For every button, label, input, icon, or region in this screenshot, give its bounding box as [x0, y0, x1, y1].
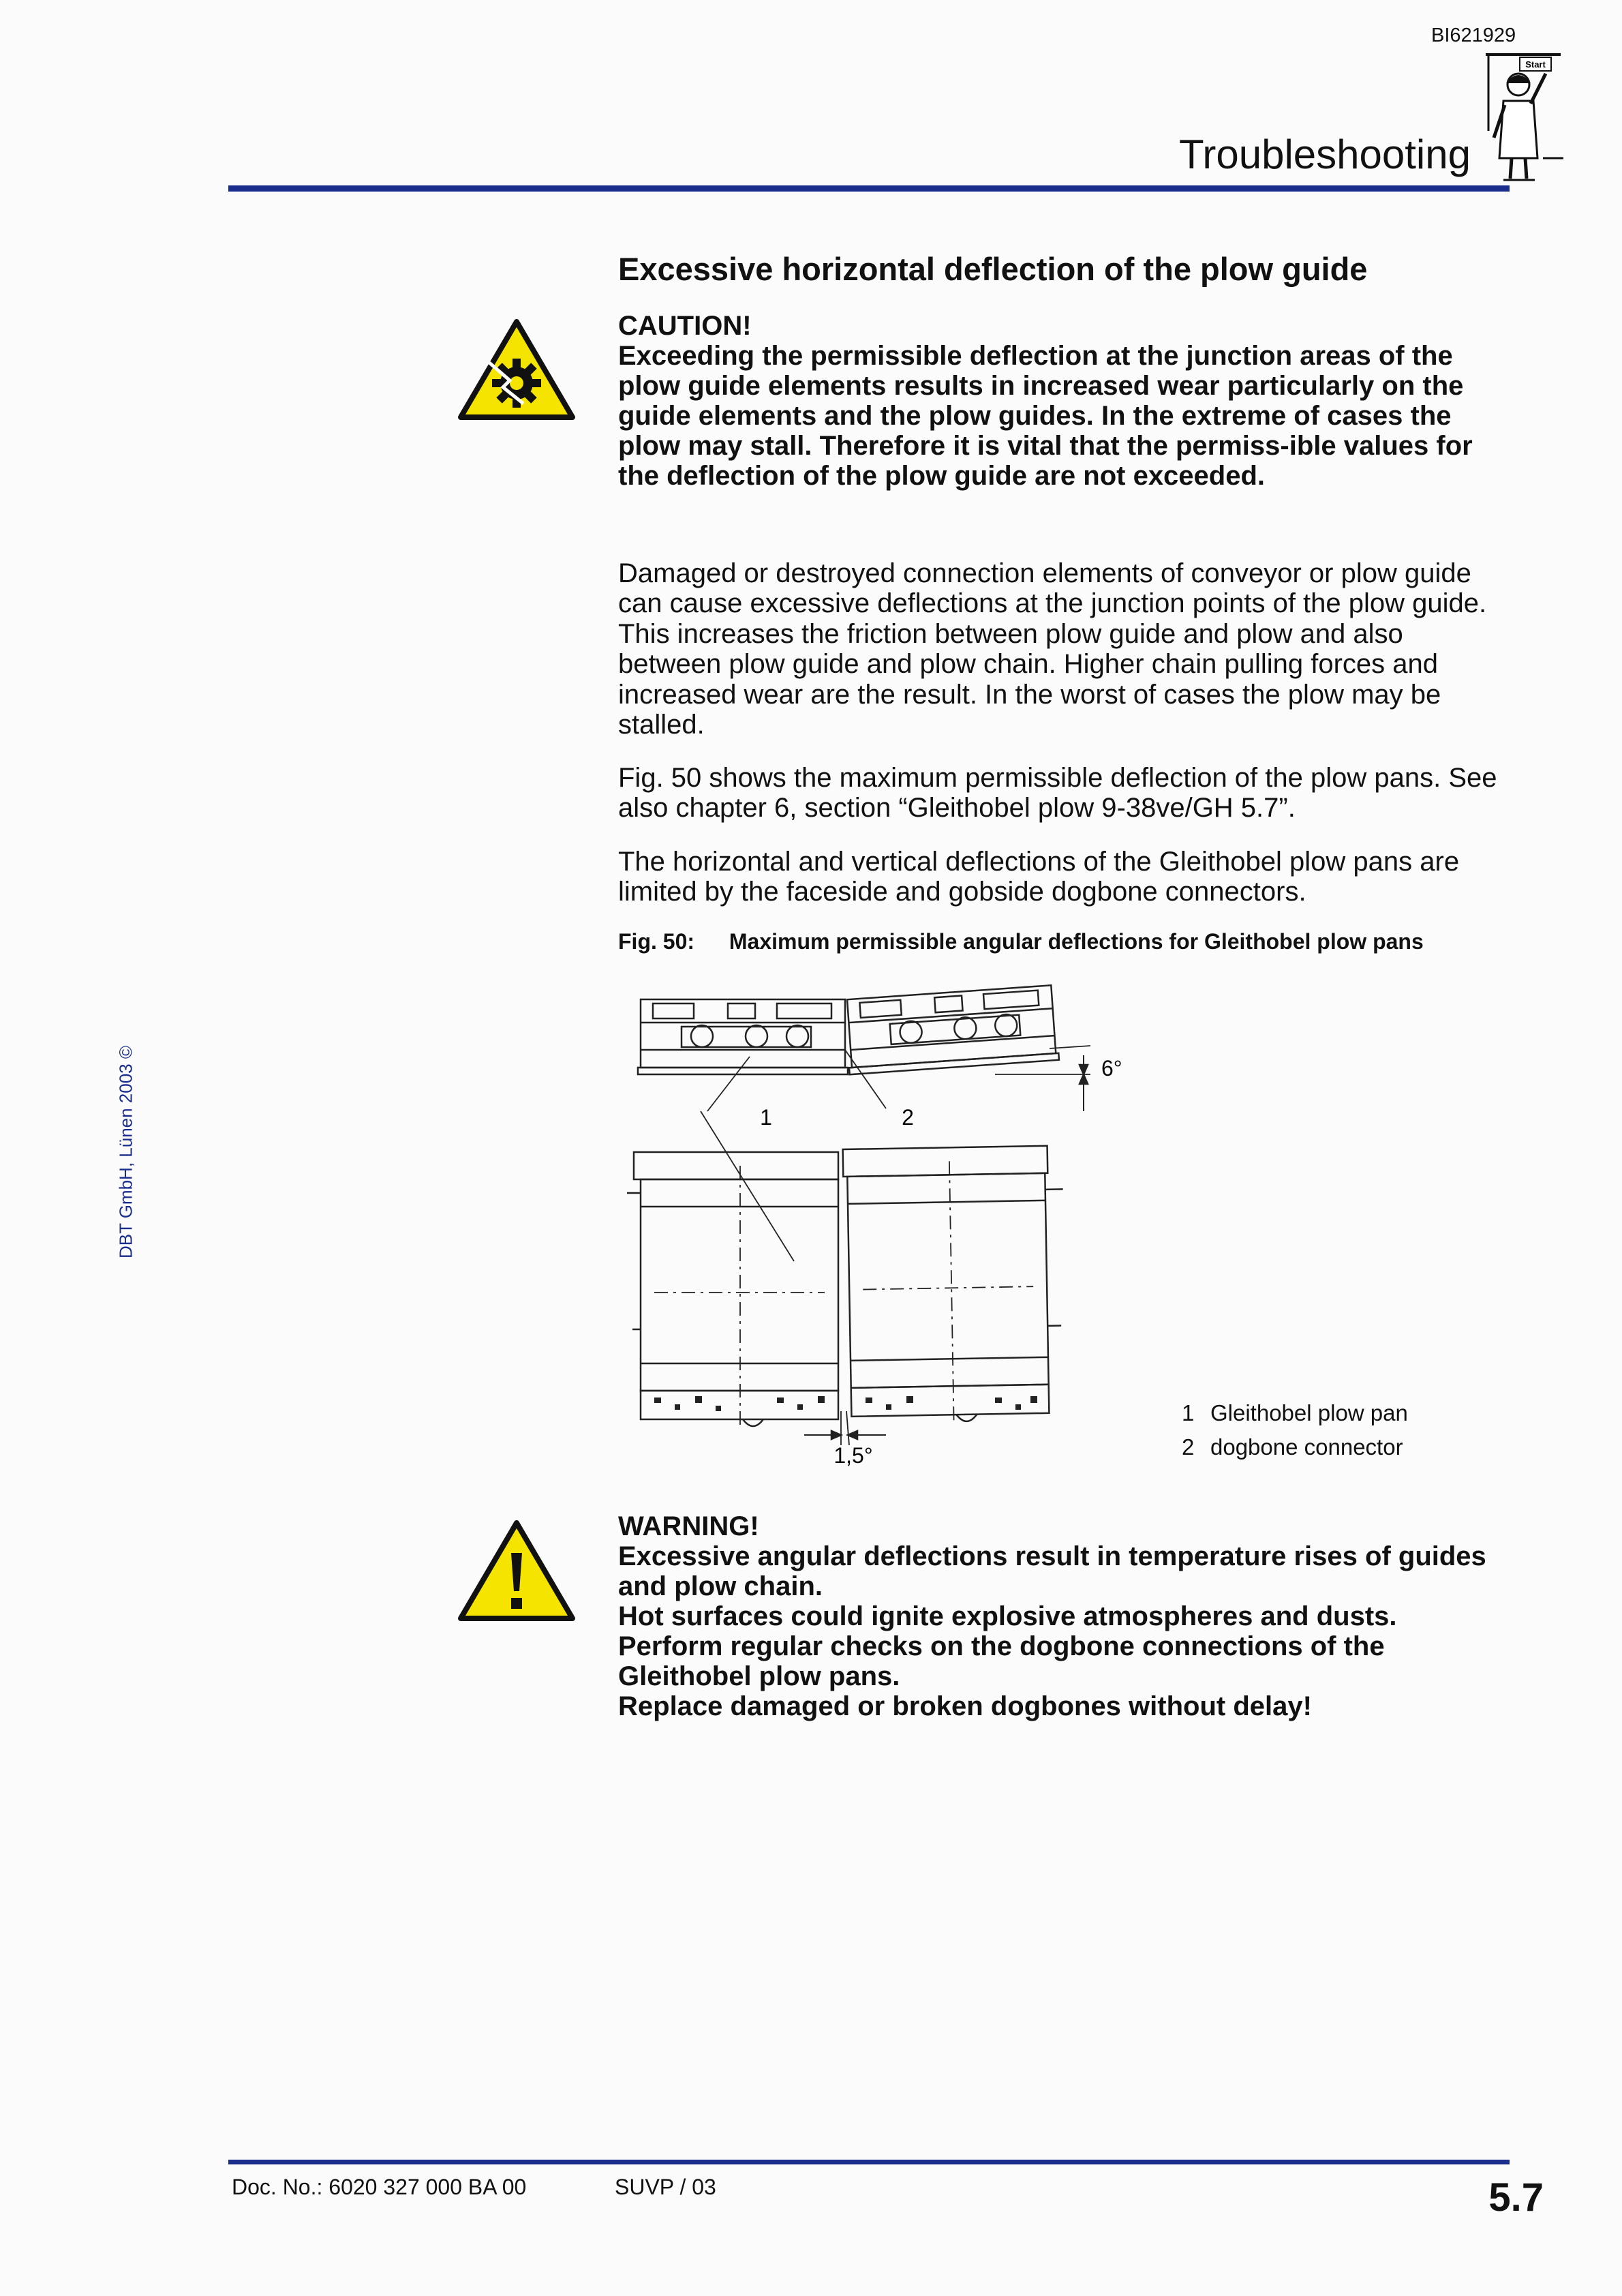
- warning-block: [618, 1511, 1504, 1721]
- warning-exclamation-icon: [458, 1520, 575, 1621]
- legend-label: dogbone connector: [1210, 1434, 1403, 1460]
- warning-line-1: Excessive angular deflections result in temperature rises of guides and plow chain.: [618, 1541, 1486, 1601]
- pan-plan-view-left: [627, 1152, 838, 1426]
- pan-top-view-left: [638, 999, 848, 1074]
- copyright-text: DBT GmbH, Lünen 2003: [115, 1063, 136, 1259]
- pan-top-view-right: [844, 985, 1059, 1074]
- paragraph-2: Fig. 50 shows the maximum permissible deflection of the plow pans. See also chapter 6, section “Gleithobel plow 9-38ve/GH 5.7”.: [618, 763, 1497, 824]
- revision: SUVP / 03: [615, 2175, 716, 2199]
- angle-vertical-label: 6°: [1101, 1056, 1122, 1081]
- callout-1: 1: [760, 1105, 772, 1130]
- copyright-notice: [116, 1046, 137, 1258]
- document-number: Doc. No.: 6020 327 000 BA 00: [232, 2175, 527, 2199]
- warning-line-2: Hot surfaces could ignite explosive atmospheres and dusts.: [618, 1601, 1397, 1631]
- pan-plan-view-right: [843, 1145, 1067, 1423]
- caution-title: CAUTION!: [618, 311, 752, 341]
- paragraph-3: The horizontal and vertical deflections of the Gleithobel plow pans are limited by the faceside and gobside dogbone connectors.: [618, 847, 1460, 907]
- caution-block: [618, 311, 1504, 491]
- legend-number: 1: [1182, 1400, 1195, 1425]
- legend-label: Gleithobel plow pan: [1210, 1400, 1408, 1425]
- callout-2: 2: [902, 1105, 914, 1130]
- figure-number: Fig. 50:: [618, 929, 695, 954]
- start-label: Start: [1525, 59, 1546, 70]
- copyright-symbol: ©: [115, 1045, 136, 1059]
- footer-rule: [228, 2160, 1510, 2164]
- header-rule: [228, 185, 1510, 192]
- document-code: BI621929: [1431, 25, 1516, 46]
- page-heading: Excessive horizontal deflection of the plow guide: [618, 251, 1368, 287]
- paragraph-1: Damaged or destroyed connection elements of conveyor or plow guide can cause excessive deflections at the junction points of the plow guide. This increases the friction between plow guide and plow and also between plow guide and plow chain. Higher chain pulling forces and increased wear are the result. In the worst of cases the plow may be stalled.: [618, 558, 1487, 740]
- angle-horizontal-label: 1,5°: [833, 1443, 873, 1468]
- figure-caption-text: Maximum permissible angular deflections for Gleithobel plow pans: [729, 929, 1424, 954]
- legend-number: 2: [1182, 1434, 1195, 1460]
- warning-line-3: Perform regular checks on the dogbone connections of the Gleithobel plow pans.: [618, 1631, 1385, 1691]
- legend-item-2: [1182, 1434, 1403, 1460]
- page-number: 5.7: [1488, 2175, 1544, 2220]
- plow-pan-deflection-figure: [613, 975, 1159, 1479]
- caution-text: Exceeding the permissible deflection at the junction areas of the plow guide elements results in increased wear particularly on the guide elements and the plow guides. In the extreme of cases the plow may stall. Therefore it is vital that the permiss-ible values for the deflection of the plow guide are not exceeded.: [618, 341, 1473, 491]
- warning-line-4: Replace damaged or broken dogbones without delay!: [618, 1691, 1312, 1721]
- warning-title: WARNING!: [618, 1511, 759, 1541]
- section-title: Troubleshooting: [1178, 132, 1471, 177]
- start-worker-icon: [1479, 49, 1567, 185]
- caution-gear-icon: [458, 319, 575, 420]
- legend-item-1: [1182, 1400, 1408, 1426]
- figure-caption: [618, 929, 1424, 954]
